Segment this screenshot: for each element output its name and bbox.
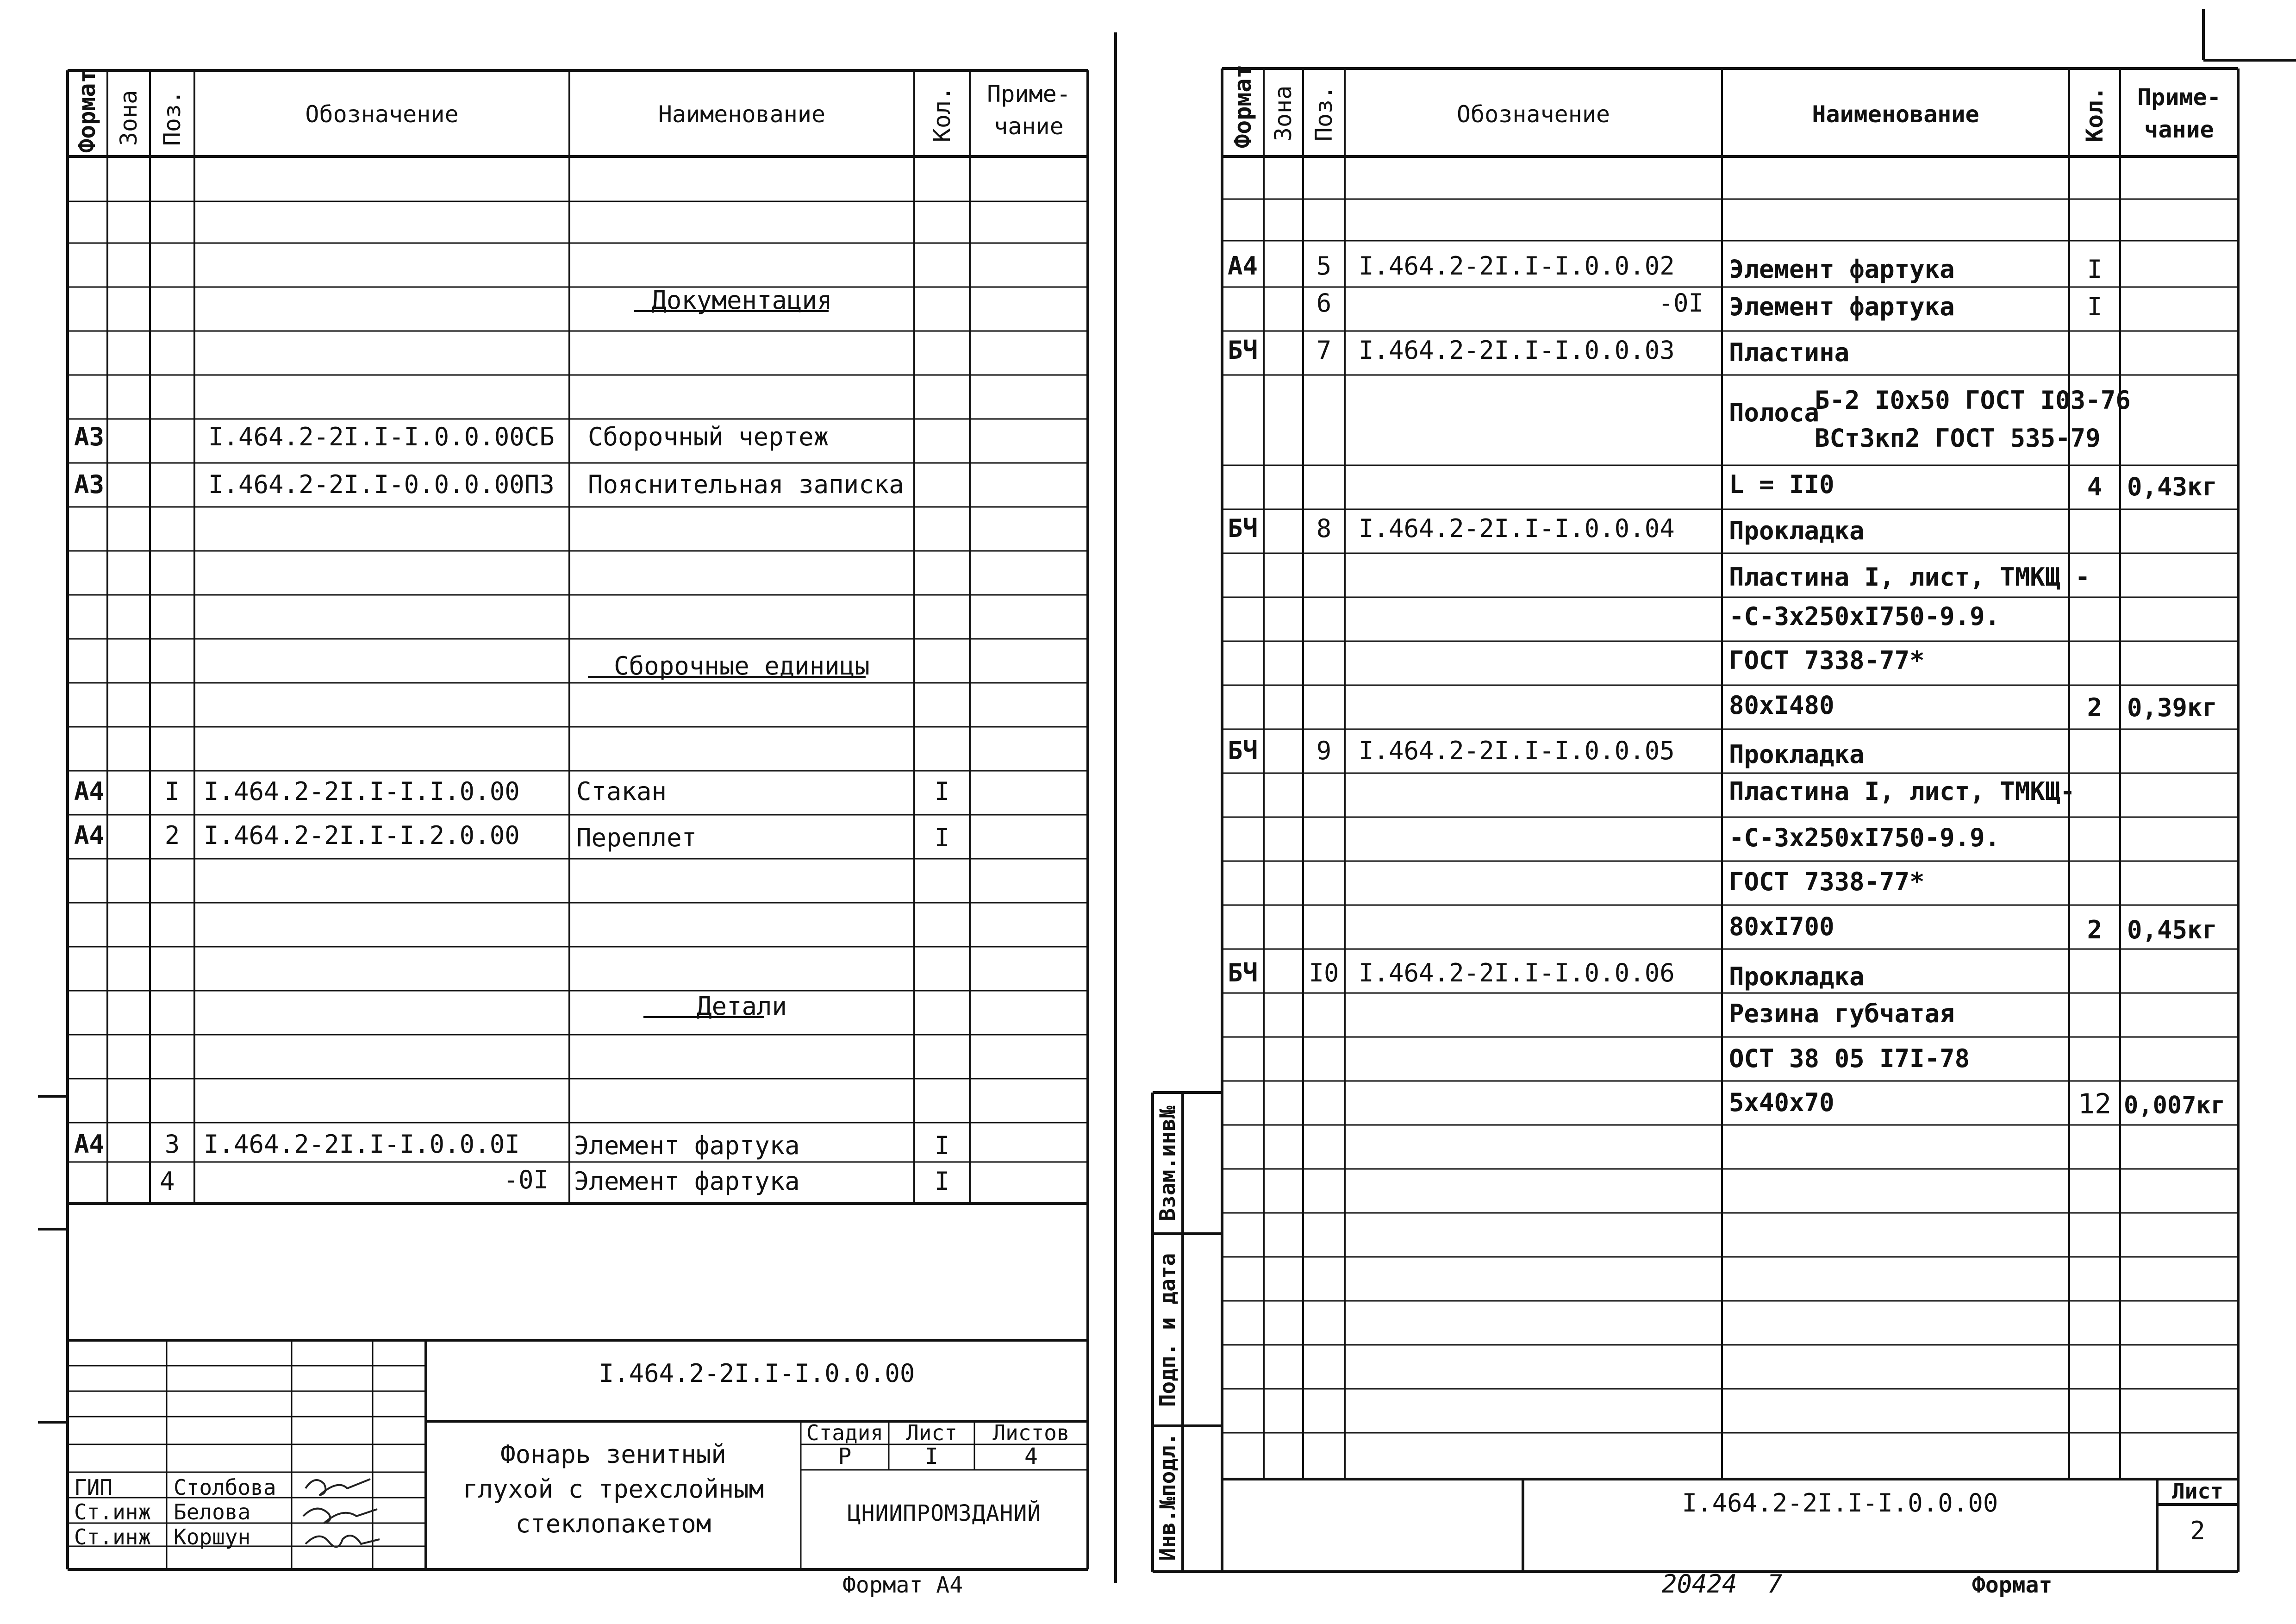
row-qty: 4 [2087, 472, 2103, 501]
strip-line-2: ВСт3кп2 ГОСТ 535-79 [1815, 424, 2101, 453]
row-name: 80хI700 [1729, 912, 1834, 941]
title-line-3: стеклопакетом [515, 1509, 711, 1538]
row-name: ГОСТ 7338-77* [1729, 867, 1925, 896]
row-pos: 4 [160, 1167, 175, 1196]
header-qty: Кол. [2081, 86, 2108, 143]
row-designation: I.464.2-2I.I-I.2.0.00 [204, 821, 520, 850]
bottom-number: 20424 7 [1662, 1569, 1783, 1599]
row-qty: I [934, 823, 950, 852]
row-name: Прокладка [1729, 516, 1865, 545]
row-format: А4 [1228, 251, 1258, 281]
signatory-name: Коршун [174, 1524, 251, 1549]
section-parts: Детали [696, 992, 787, 1021]
header-name: Наименование [1812, 101, 1979, 128]
row-designation: I.464.2-2I.I-I.0.0.04 [1359, 514, 1675, 543]
row-name: Элемент фартука [574, 1167, 800, 1196]
row-name: Элемент фартука [1729, 255, 1955, 284]
row-name: Переплет [576, 823, 697, 852]
row-name: Элемент фартука [574, 1131, 800, 1160]
header-format: Формат [1229, 64, 1256, 148]
row-name: -С-3х250хI750-9.9. [1729, 602, 2000, 631]
row-pos: 5 [1316, 251, 1332, 281]
header-zone: Зона [115, 90, 142, 146]
header-pos: Поз. [1310, 85, 1337, 142]
row-name: Пластина I, лист, ТМКЩ - [1729, 562, 2090, 592]
row-format: БЧ [1228, 514, 1258, 543]
title-line-1: Фонарь зенитный [500, 1440, 726, 1469]
row-designation: -0I [1658, 288, 1703, 318]
row-designation: I.464.2-2I.I-I.0.0.00СБ [208, 422, 555, 451]
sheet-value: 2 [2190, 1516, 2205, 1545]
sheets-label: Листов [992, 1420, 1070, 1445]
format-note: Формат А4 [842, 1572, 963, 1598]
row-qty: I [2087, 255, 2103, 284]
row-name: 80хI480 [1729, 691, 1834, 720]
row-name: Пластина I, лист, ТМКЩ- [1729, 777, 2075, 806]
row-qty: I [2087, 292, 2103, 321]
format-note: Формат [1972, 1572, 2053, 1598]
header-pos: Поз. [159, 90, 186, 146]
row-pos: 6 [1316, 288, 1332, 318]
row-qty: 2 [2087, 693, 2103, 722]
row-name: Пояснительная записка [588, 470, 904, 499]
sheet-label: Лист [2172, 1479, 2223, 1504]
row-format: А4 [74, 777, 105, 806]
row-designation: I.464.2-2I.I-0.0.0.00ПЗ [208, 470, 555, 499]
row-pos: I [164, 777, 180, 806]
signature-scribbles [296, 1470, 389, 1569]
stage-label: Стадия [806, 1420, 884, 1445]
sheets-value: 4 [1024, 1443, 1038, 1469]
side-label-replace: Взам.инв№ [1155, 1106, 1180, 1221]
row-qty: 12 [2078, 1088, 2112, 1120]
row-designation: I.464.2-2I.I-I.0.0.02 [1359, 251, 1675, 281]
row-qty: I [934, 777, 950, 806]
row-name: Резина губчатая [1729, 999, 1955, 1028]
signatory-role: Ст.инж [74, 1499, 151, 1524]
row-note: 0,43кг [2127, 472, 2218, 501]
section-documentation: Документация [651, 286, 832, 315]
header-note-2: чание [994, 113, 1064, 140]
row-qty: 2 [2087, 915, 2103, 944]
row-format: БЧ [1228, 336, 1258, 365]
row-format: БЧ [1228, 958, 1258, 987]
row-format: А3 [74, 470, 105, 499]
row-name: -С-3х250хI750-9.9. [1729, 823, 2000, 852]
row-name: Прокладка [1729, 740, 1865, 769]
signatory-role: ГИП [74, 1475, 113, 1500]
row-format: БЧ [1228, 736, 1258, 765]
side-label-sign-date: Подп. и дата [1155, 1253, 1180, 1407]
document-code: I.464.2-2I.I-I.0.0.00 [1682, 1488, 1998, 1518]
row-note: 0,39кг [2127, 693, 2218, 722]
header-note-1: Приме- [987, 81, 1071, 107]
strip-line-1: Б-2 I0х50 ГОСТ I03-76 [1815, 386, 2131, 415]
row-pos: 9 [1316, 736, 1332, 765]
row-name: L = II0 [1729, 470, 1834, 499]
row-pos: 7 [1316, 336, 1332, 365]
sheet-label: Лист [906, 1420, 957, 1445]
header-designation: Обозначение [305, 101, 459, 128]
row-format: А3 [74, 422, 105, 451]
signatory-name: Столбова [174, 1475, 276, 1500]
side-label-inv: Инв.№подл. [1155, 1432, 1180, 1561]
row-name: 5х40х70 [1729, 1088, 1834, 1117]
row-name: Прокладка [1729, 962, 1865, 991]
row-note: 0,007кг [2124, 1092, 2226, 1119]
row-name: Стакан [576, 777, 667, 806]
header-format: Формат [74, 69, 100, 153]
title-line-2: глухой с трехслойным [462, 1474, 764, 1504]
section-assembly-units: Сборочные единицы [614, 651, 870, 681]
document-code: I.464.2-2I.I-I.0.0.00 [599, 1359, 915, 1388]
header-name: Наименование [658, 101, 826, 128]
header-qty: Кол. [929, 86, 955, 143]
header-note-2: чание [2144, 116, 2214, 143]
row-designation: I.464.2-2I.I-I.0.0.06 [1359, 958, 1675, 987]
header-note-1: Приме- [2137, 84, 2221, 111]
row-name: ГОСТ 7338-77* [1729, 646, 1925, 675]
signatory-name: Белова [174, 1499, 251, 1524]
row-pos: 8 [1316, 514, 1332, 543]
header-zone: Зона [1270, 85, 1297, 142]
row-designation: I.464.2-2I.I-I.0.0.05 [1359, 736, 1675, 765]
organization: ЦНИИПРОМЗДАНИЙ [847, 1500, 1042, 1526]
row-designation: I.464.2-2I.I-I.I.0.00 [204, 777, 520, 806]
row-pos: I0 [1309, 958, 1339, 987]
row-pos: 3 [164, 1130, 180, 1159]
row-name: ОСТ 38 05 I7I-78 [1729, 1044, 1970, 1073]
strip-prefix: Полоса [1729, 398, 1820, 427]
row-designation: -0I [503, 1165, 549, 1194]
row-note: 0,45кг [2127, 915, 2218, 944]
row-pos: 2 [164, 821, 180, 850]
row-format: А4 [74, 1130, 105, 1159]
row-name: Сборочный чертеж [588, 422, 829, 451]
row-designation: I.464.2-2I.I-I.0.0.03 [1359, 336, 1675, 365]
row-name: Элемент фартука [1729, 292, 1955, 321]
row-designation: I.464.2-2I.I-I.0.0.0I [204, 1130, 520, 1159]
row-format: А4 [74, 821, 105, 850]
row-name: Пластина [1729, 338, 1850, 367]
signatory-role: Ст.инж [74, 1524, 151, 1549]
header-designation: Обозначение [1456, 101, 1610, 128]
row-qty: I [934, 1167, 950, 1196]
stage-value: Р [838, 1443, 852, 1469]
sheet-value: I [925, 1443, 938, 1469]
row-qty: I [934, 1131, 950, 1160]
